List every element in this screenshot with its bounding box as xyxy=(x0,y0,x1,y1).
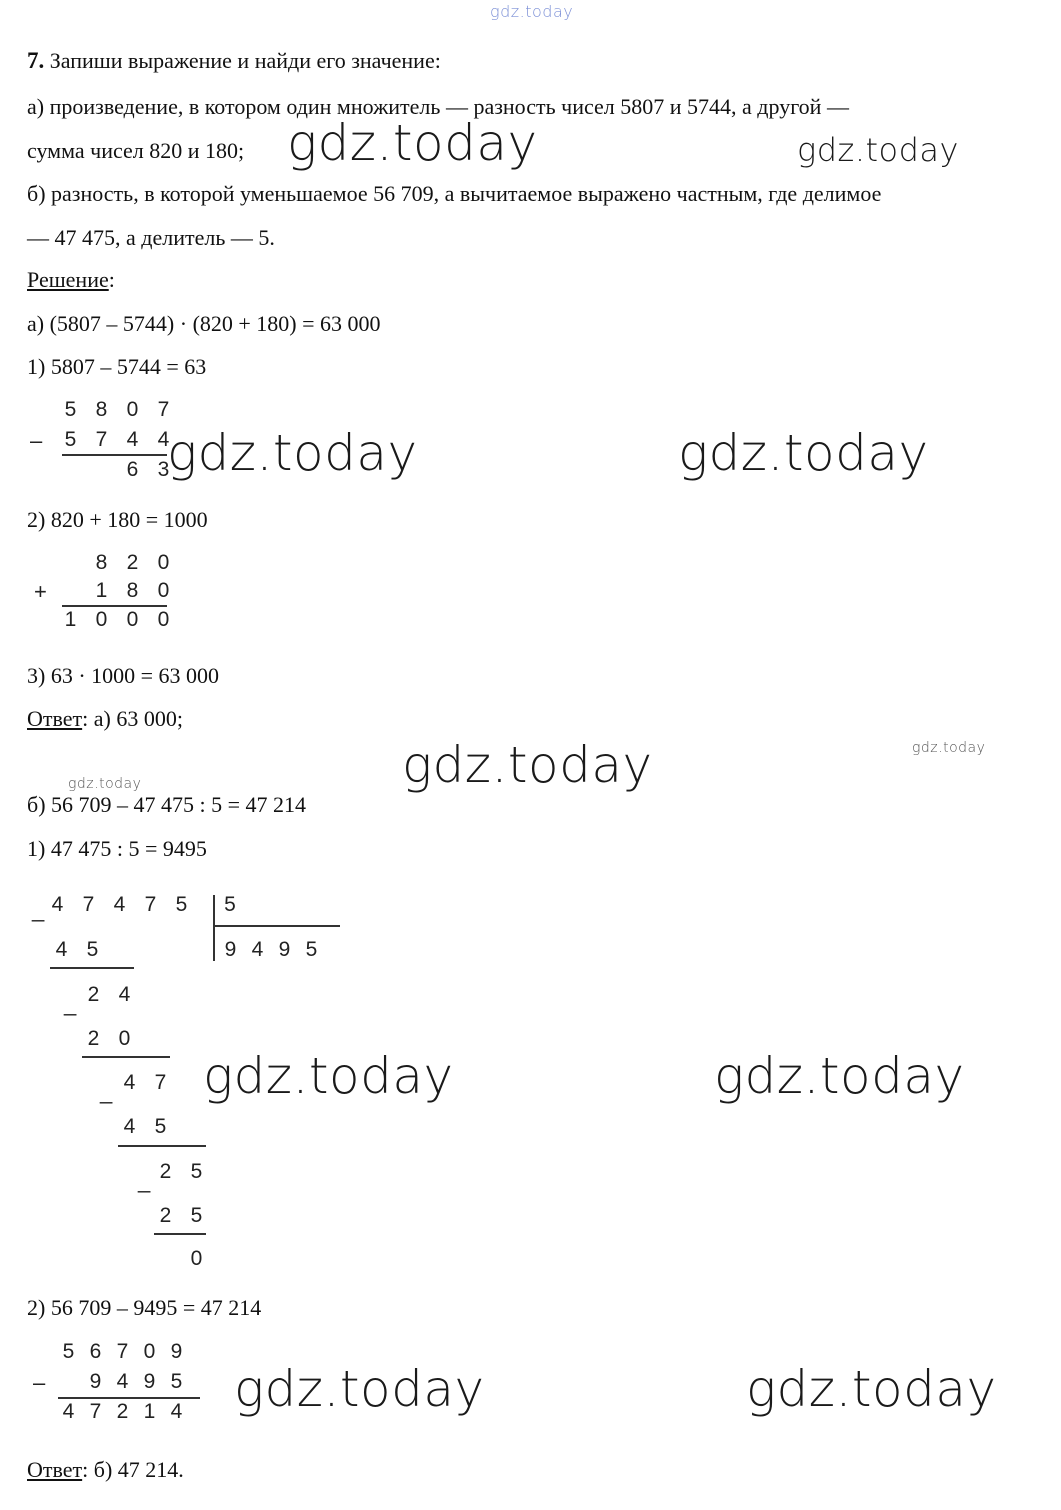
sum-line xyxy=(58,1397,200,1399)
digit: 0 xyxy=(157,551,170,574)
solution-a-step1: 1) 5807 – 5744 = 63 xyxy=(27,354,207,379)
digit: 9 xyxy=(224,938,237,961)
digit: 9 xyxy=(143,1370,156,1393)
minus-sign: _ xyxy=(64,991,77,1016)
digit: 9 xyxy=(278,938,291,961)
division-step-row: 2 0 xyxy=(87,1027,131,1050)
digit: 0 xyxy=(143,1340,156,1363)
minus-sign: _ xyxy=(138,1168,151,1193)
solution-a-step2: 2) 820 + 180 = 1000 xyxy=(27,507,208,532)
digit: 8 xyxy=(95,398,108,421)
digit: 0 xyxy=(157,608,170,631)
watermark: gdz.today xyxy=(287,114,538,172)
divisor: 5 xyxy=(224,893,236,916)
division-step-row: 2 4 xyxy=(87,983,131,1006)
sum-line xyxy=(62,605,167,607)
digit: 4 xyxy=(51,893,64,916)
digit: 5 xyxy=(64,398,77,421)
minus-sign: – xyxy=(30,428,43,453)
digit: 1 xyxy=(95,579,108,602)
digit: 0 xyxy=(126,608,139,631)
quotient-row xyxy=(217,938,325,962)
digit: 5 xyxy=(64,428,77,451)
digit: 4 xyxy=(170,1400,183,1423)
watermark: gdz.today xyxy=(234,1360,485,1418)
division-step-line xyxy=(154,1233,206,1235)
watermark: gdz.today xyxy=(797,131,959,169)
task-part-a-line1: а) произведение, в котором один множитель — разность чисел 5807 и 5744, а другой — xyxy=(27,94,849,119)
subtrahend-row xyxy=(82,1370,190,1394)
watermark: gdz.today xyxy=(714,1047,965,1105)
digit: 6 xyxy=(126,458,139,481)
digit: 1 xyxy=(64,608,77,631)
answer-b xyxy=(27,1457,184,1483)
division-bracket-horizontal xyxy=(215,925,340,927)
subtrahend-row xyxy=(55,428,179,452)
solution-b-step2: 2) 56 709 – 9495 = 47 214 xyxy=(27,1295,262,1320)
digit: 2 xyxy=(116,1400,129,1423)
minus-sign: _ xyxy=(100,1079,113,1104)
division-step-line xyxy=(82,1056,170,1058)
digit: 8 xyxy=(95,551,108,574)
division-step-row: 4 7 xyxy=(123,1071,167,1094)
division-step-row: 2 5 xyxy=(159,1204,203,1227)
digit: 5 xyxy=(175,893,188,916)
minuend-row xyxy=(55,1340,190,1364)
answer-a xyxy=(27,706,183,732)
task-part-a-line2: сумма чисел 820 и 180; xyxy=(27,138,245,163)
solution-a-expression: а) (5807 – 5744) · (820 + 180) = 63 000 xyxy=(27,311,381,336)
division-remainder: 0 xyxy=(190,1247,203,1270)
solution-heading xyxy=(27,267,115,293)
digit: 4 xyxy=(157,428,170,451)
watermark: gdz.today xyxy=(68,776,142,792)
division-step-line xyxy=(118,1145,206,1147)
minus-sign: – xyxy=(33,1370,46,1395)
task-heading xyxy=(27,48,441,74)
watermark: gdz.today xyxy=(746,1360,997,1418)
addend2-row xyxy=(86,579,179,603)
watermark-top: gdz.today xyxy=(490,2,574,21)
watermark: gdz.today xyxy=(203,1047,454,1105)
digit: 9 xyxy=(170,1340,183,1363)
digit: 7 xyxy=(116,1340,129,1363)
watermark: gdz.today xyxy=(678,424,929,482)
task-part-b-line2: — 47 475, а делитель — 5. xyxy=(27,225,275,250)
solution-a-step3: 3) 63 · 1000 = 63 000 xyxy=(27,663,220,688)
sum-row xyxy=(55,608,179,632)
solution-label: Решение xyxy=(27,267,109,292)
digit: 7 xyxy=(144,893,157,916)
digit: 7 xyxy=(157,398,170,421)
answer-a-value: : а) 63 000; xyxy=(82,706,183,731)
sum-line xyxy=(62,454,167,456)
division-step-row: 4 5 xyxy=(55,938,99,961)
solution-b-step1: 1) 47 475 : 5 = 9495 xyxy=(27,836,207,861)
solution-colon: : xyxy=(108,267,115,292)
minus-sign: _ xyxy=(32,897,45,922)
digit: 5 xyxy=(62,1340,75,1363)
task-number: 7. xyxy=(27,48,45,73)
task-part-b-line1: б) разность, в которой уменьшаемое 56 709, а вычитаемое выражено частным, где делимое xyxy=(27,181,882,206)
dividend-row xyxy=(42,893,197,917)
digit: 4 xyxy=(116,1370,129,1393)
answer-b-value: : б) 47 214. xyxy=(82,1457,184,1482)
digit: 4 xyxy=(62,1400,75,1423)
plus-sign: + xyxy=(34,579,47,604)
task-title: Запиши выражение и найди его значение: xyxy=(44,48,441,73)
digit: 8 xyxy=(126,579,139,602)
addend1-row xyxy=(86,551,179,575)
digit: 3 xyxy=(157,458,170,481)
division-step-row: 4 5 xyxy=(123,1115,167,1138)
division-step-row: 2 5 xyxy=(159,1160,203,1183)
digit: 6 xyxy=(89,1340,102,1363)
minuend-row xyxy=(55,398,179,422)
digit: 4 xyxy=(126,428,139,451)
digit: 0 xyxy=(126,398,139,421)
answer-label: Ответ xyxy=(27,706,83,731)
difference-row xyxy=(55,1400,190,1424)
division-step-line xyxy=(50,967,134,969)
digit: 0 xyxy=(95,608,108,631)
digit: 0 xyxy=(157,579,170,602)
watermark: gdz.today xyxy=(167,424,418,482)
digit: 4 xyxy=(251,938,264,961)
digit: 4 xyxy=(113,893,126,916)
solution-b-expression: б) 56 709 – 47 475 : 5 = 47 214 xyxy=(27,792,307,817)
digit: 7 xyxy=(95,428,108,451)
digit: 1 xyxy=(143,1400,156,1423)
digit: 7 xyxy=(89,1400,102,1423)
digit: 9 xyxy=(89,1370,102,1393)
watermark: gdz.today xyxy=(912,740,986,756)
answer-label: Ответ xyxy=(27,1457,83,1482)
digit: 5 xyxy=(305,938,318,961)
division-bracket-vertical xyxy=(213,895,215,961)
watermark: gdz.today xyxy=(402,736,653,794)
digit: 5 xyxy=(170,1370,183,1393)
digit: 7 xyxy=(82,893,95,916)
digit: 2 xyxy=(126,551,139,574)
